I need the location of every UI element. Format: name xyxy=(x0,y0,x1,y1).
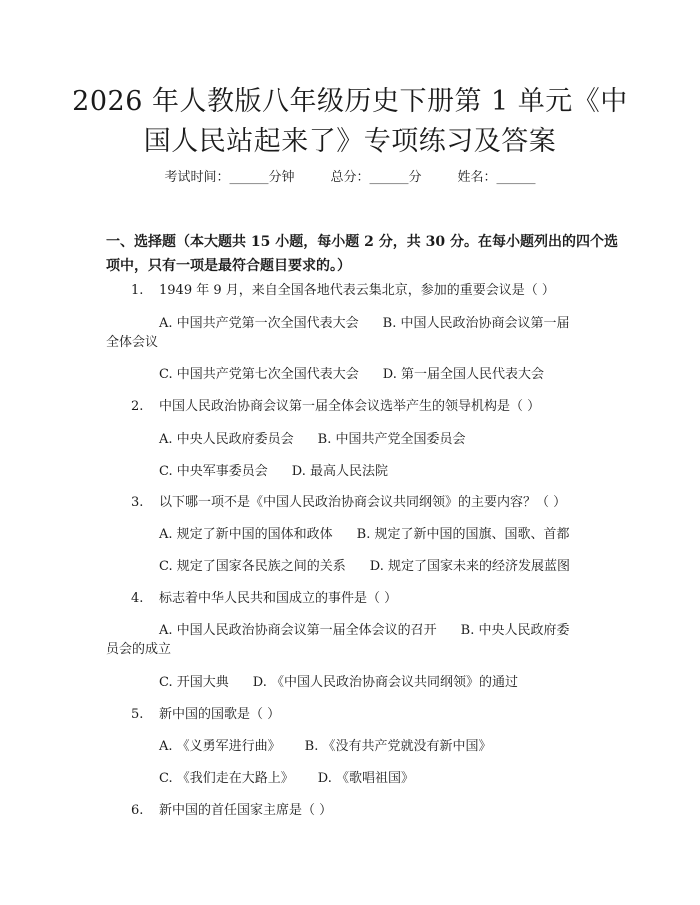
total-score: 总分：______分 xyxy=(330,170,422,185)
exam-meta xyxy=(0,169,700,187)
option-b-continued: 员会的成立 xyxy=(106,642,172,657)
question-number: 5. xyxy=(131,707,144,722)
option-a: A. 规定了新中国的国体和政体 xyxy=(159,527,333,542)
option-c: C. 《我们走在大路上》 xyxy=(159,771,294,786)
question-2-options-cd xyxy=(159,462,388,482)
title-line-2: 国人民站起来了》专项练习及答案 xyxy=(143,126,557,157)
question-number: 2. xyxy=(131,399,144,414)
question-5-options-ab xyxy=(159,737,491,757)
question-1-options-ab xyxy=(159,314,569,334)
question-2 xyxy=(131,397,540,417)
question-5 xyxy=(131,705,280,725)
option-c: C. 中国共产党第七次全国代表大会 xyxy=(159,367,359,382)
question-text: 新中国的国歌是（ ） xyxy=(159,707,281,722)
option-d: D. 规定了国家未来的经济发展蓝图 xyxy=(369,559,570,574)
option-b: B. 《没有共产党就没有新中国》 xyxy=(304,739,492,754)
question-4 xyxy=(131,589,397,609)
option-a: A. 中国人民政治协商会议第一届全体会议的召开 xyxy=(159,623,437,638)
question-text: 新中国的首任国家主席是（ ） xyxy=(159,803,333,818)
question-number: 4. xyxy=(131,591,144,606)
option-c: C. 规定了国家各民族之间的关系 xyxy=(159,559,346,574)
question-text: 以下哪一项不是《中国人民政治协商会议共同纲领》的主要内容？（ ） xyxy=(159,495,567,510)
option-d: D. 《中国人民政治协商会议共同纲领》的通过 xyxy=(252,675,518,690)
question-1-options-cd xyxy=(159,365,544,385)
option-a: A. 《义勇军进行曲》 xyxy=(159,739,281,754)
option-d: D. 《歌唱祖国》 xyxy=(317,771,414,786)
option-a: A. 中国共产党第一次全国代表大会 xyxy=(159,316,359,331)
option-d: D. 最高人民法院 xyxy=(291,464,388,479)
question-3-options-cd xyxy=(159,557,570,577)
question-2-options-ab xyxy=(159,430,465,450)
option-d: D. 第一届全国人民代表大会 xyxy=(382,367,544,382)
question-3-options-ab xyxy=(159,525,569,545)
section-heading: 一、选择题（本大题共 15 小题，每小题 2 分，共 30 分。在每小题列出的四个选项中，只有一项是最符合题目要求的。） xyxy=(106,234,618,274)
question-text: 中国人民政治协商会议第一届全体会议选举产生的领导机构是（ ） xyxy=(159,399,541,414)
option-a: A. 中央人民政府委员会 xyxy=(159,432,294,447)
question-1 xyxy=(131,281,555,301)
document-title xyxy=(50,82,650,162)
option-b: B. 中国共产党全国委员会 xyxy=(317,432,466,447)
option-b-continued: 全体会议 xyxy=(106,335,159,350)
question-text: 1949 年 9 月，来自全国各地代表云集北京，参加的重要会议是（ ） xyxy=(159,283,555,298)
title-line-1: 2026 年人教版八年级历史下册第 1 单元《中 xyxy=(72,86,628,117)
question-number: 3. xyxy=(131,495,144,510)
question-number: 6. xyxy=(131,803,144,818)
question-5-options-cd xyxy=(159,769,414,789)
option-c: C. 中央军事委员会 xyxy=(159,464,268,479)
option-c: C. 开国大典 xyxy=(159,675,229,690)
option-b: B. 中央人民政府委 xyxy=(460,623,570,638)
option-b: B. 中国人民政治协商会议第一届 xyxy=(382,316,570,331)
question-4-options-cd xyxy=(159,673,518,693)
question-6 xyxy=(131,801,332,821)
question-3 xyxy=(131,493,566,513)
question-4-options-ab xyxy=(159,621,569,641)
student-name: 姓名：______ xyxy=(457,170,536,185)
question-text: 标志着中华人民共和国成立的事件是（ ） xyxy=(159,591,398,606)
exam-time: 考试时间：______分钟 xyxy=(164,170,295,185)
option-b: B. 规定了新中国的国旗、国歌、首都 xyxy=(356,527,570,542)
question-number: 1. xyxy=(131,283,144,298)
